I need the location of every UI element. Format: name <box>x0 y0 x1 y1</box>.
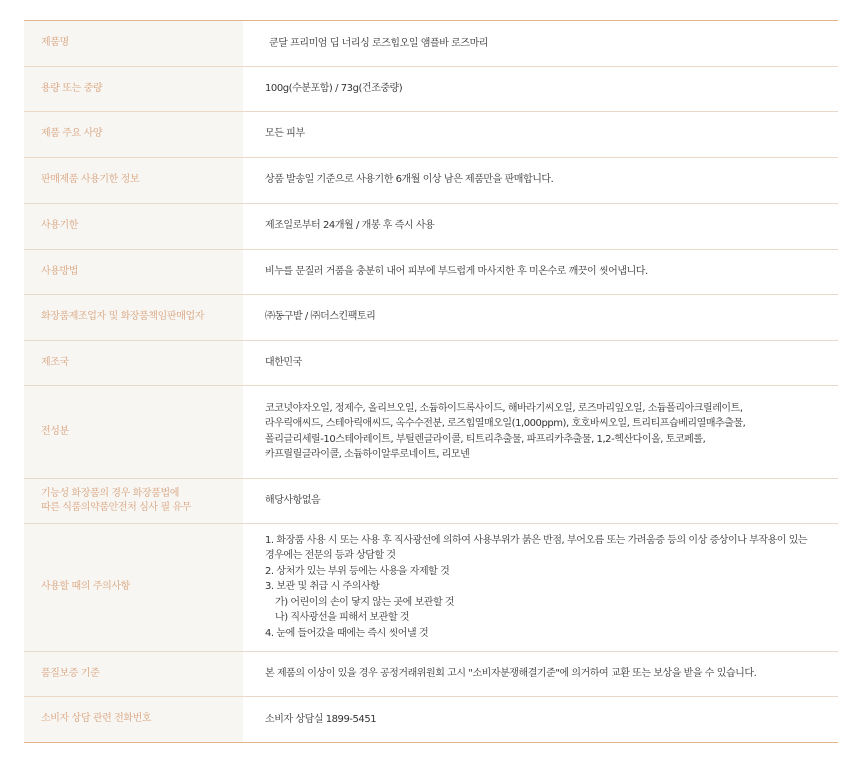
row-label: 제품 주요 사양 <box>24 111 243 157</box>
table-row <box>24 249 838 294</box>
row-label: 판매제품 사용기한 정보 <box>24 157 243 203</box>
row-label: 전성분 <box>24 385 243 478</box>
row-value: 상품 발송일 기준으로 사용기한 6개월 이상 남은 제품만을 판매합니다. <box>265 174 554 186</box>
row-label: 소비자 상담 관련 전화번호 <box>24 696 243 742</box>
caution-line: 경우에는 전문의 등과 상담할 것 <box>265 550 396 562</box>
caution-line: 1. 화장품 사용 시 또는 사용 후 직사광선에 의하여 사용부위가 붉은 반점, 부어오름 또는 가려움증 등의 이상 증상이나 부작용이 있는 <box>265 534 808 546</box>
row-value: 소비자 상담실 1899-5451 <box>265 713 377 725</box>
table-row <box>24 696 838 742</box>
row-value: 모든 피부 <box>265 128 305 140</box>
row-label: 사용기한 <box>24 203 243 249</box>
row-value: 해당사항없음 <box>265 494 321 506</box>
row-label: 사용방법 <box>24 249 243 294</box>
row-value: ㈜동구밭 / ㈜더스킨팩토리 <box>265 311 376 323</box>
product-info-table <box>24 21 838 742</box>
table-row <box>24 523 838 651</box>
row-label: 제조국 <box>24 340 243 385</box>
table-row <box>24 478 838 523</box>
row-value: 비누를 문질러 거품을 충분히 내어 피부에 부드럽게 마사지한 후 미온수로 깨끗이 씻어냅니다. <box>265 265 648 277</box>
row-label: 제품명 <box>24 21 243 66</box>
row-label: 품질보증 기준 <box>24 651 243 696</box>
table-row <box>24 340 838 385</box>
row-value <box>243 523 838 651</box>
table-row <box>24 111 838 157</box>
caution-line: 4. 눈에 들어갔을 때에는 즉시 씻어낼 것 <box>265 627 429 639</box>
row-value: 100g(수분포함) / 73g(건조중량) <box>265 82 403 94</box>
caution-line: 3. 보관 및 취급 시 주의사항 <box>265 581 380 593</box>
caution-line: 가) 어린이의 손이 닿지 않는 곳에 보관할 것 <box>275 596 455 608</box>
row-value: 본 제품의 이상이 있을 경우 공정거래위원회 고시 "소비자분쟁해결기준"에 의거하여 교환 또는 보상을 받을 수 있습니다. <box>265 667 757 679</box>
row-value: 쿤달 프리미엄 딥 너리싱 로즈힙오일 앰플바 로즈마리 <box>269 37 488 49</box>
table-row <box>24 203 838 249</box>
table-row <box>24 21 838 66</box>
table-row <box>24 66 838 111</box>
table-row <box>24 385 838 478</box>
table-row <box>24 157 838 203</box>
row-label: 사용할 때의 주의사항 <box>24 523 243 651</box>
row-value: 제조일로부터 24개월 / 개봉 후 즉시 사용 <box>265 220 435 232</box>
product-info-table-wrapper <box>24 20 838 743</box>
row-value: 코코넛야자오일, 정제수, 올리브오일, 소듐하이드록사이드, 해바라기씨오일, 로즈마리잎오일, 소듐폴리아크릴레이트, 라우릭애씨드, 스테아릭애씨드, 옥수수전분, 로즈힙열매오일(1,000ppm), 호호바씨오일, 트리티프습베리열매추출물, 폴리글리세릴-10스테아레이트, 부틸렌글라이콜, 티트리추출물, 파프리카추출물, 1,2-헥산다이올, 토코페롤, 카프릴릴글라이콜, 소듐하이알루로네이트, 리모넨 <box>265 402 746 460</box>
table-row <box>24 651 838 696</box>
caution-line: 나) 직사광선을 피해서 보관할 것 <box>275 612 410 624</box>
caution-line: 2. 상처가 있는 부위 등에는 사용을 자제할 것 <box>265 565 450 577</box>
row-value: 대한민국 <box>265 356 302 368</box>
row-label: 기능성 화장품의 경우 화장품법에 따른 식품의약품안전처 심사 필 유무 <box>24 478 243 523</box>
row-label: 화장품제조업자 및 화장품책임판매업자 <box>24 294 243 340</box>
table-row <box>24 294 838 340</box>
row-label: 용량 또는 중량 <box>24 66 243 111</box>
